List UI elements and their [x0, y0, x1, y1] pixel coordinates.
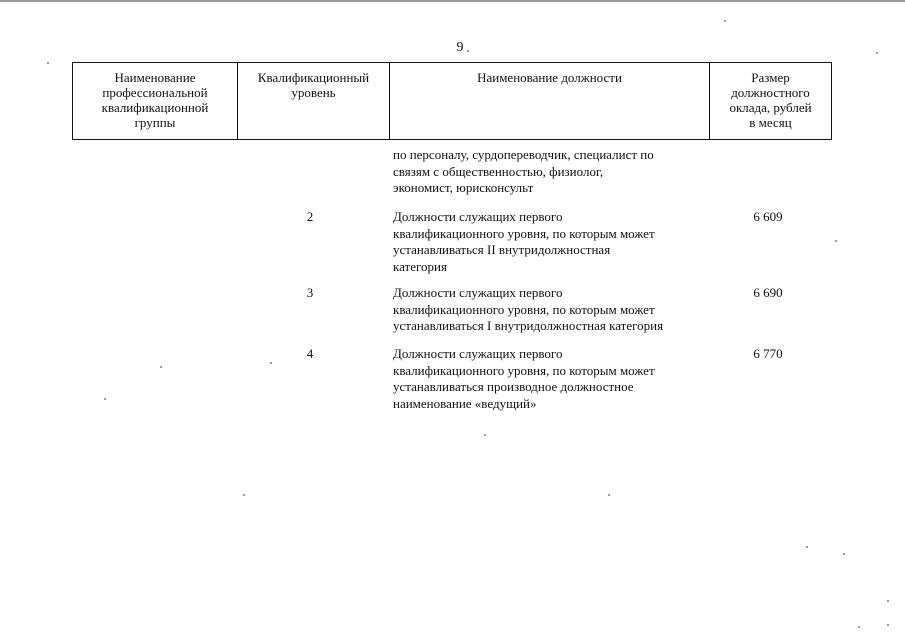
- scan-speck: [160, 366, 162, 368]
- position-name: [393, 285, 663, 335]
- text-line: Должности служащих первого: [393, 209, 563, 224]
- header-line: Наименование: [114, 70, 196, 85]
- header-line: квалификационной: [101, 100, 209, 115]
- scan-speck: [104, 398, 106, 400]
- scan-speck: [858, 626, 860, 628]
- text-line: наименование «ведущий»: [393, 395, 537, 411]
- text-line: Должности служащих первого: [393, 346, 563, 361]
- qualification-level: 3: [306, 285, 314, 300]
- position-continuation: [393, 147, 654, 197]
- scan-speck: [806, 546, 808, 548]
- text-line: экономист, юрисконсульт: [393, 180, 534, 195]
- header-line: в месяц: [749, 115, 792, 130]
- scan-top-edge: [0, 0, 905, 2]
- text-line: квалификационного уровня, по которым может: [393, 362, 655, 378]
- scan-speck: [467, 50, 469, 52]
- text-line: Должности служащих первого: [393, 285, 563, 300]
- text-line: по персоналу, сурдопереводчик, специалист по: [393, 147, 654, 162]
- table-header: [72, 62, 832, 140]
- qualification-level: 2: [306, 209, 314, 224]
- scan-speck: [724, 20, 726, 22]
- salary-value: 6 690: [753, 285, 783, 300]
- scan-speck: [608, 494, 610, 496]
- text-line: связям с общественностью, физиолог,: [393, 163, 604, 179]
- header-line: уровень: [291, 85, 336, 100]
- header-line: Наименование должности: [477, 70, 622, 85]
- header-line: Квалификационный: [257, 70, 370, 85]
- text-line: категория: [393, 258, 447, 274]
- text-line: квалификационного уровня, по которым может: [393, 301, 655, 317]
- text-line: устанавливаться производное должностное: [393, 379, 634, 394]
- scan-speck: [876, 52, 878, 54]
- scan-speck: [47, 62, 49, 64]
- salary-value: 6 770: [753, 346, 783, 361]
- header-position: [390, 70, 709, 85]
- header-level: [238, 70, 389, 100]
- page-number: 9: [456, 40, 464, 55]
- scan-speck: [270, 362, 272, 364]
- header-line: должностного: [731, 85, 810, 100]
- header-line: оклада, рублей: [729, 100, 812, 115]
- scan-speck: [887, 624, 889, 626]
- position-name: [393, 346, 655, 412]
- scan-speck: [843, 553, 845, 555]
- scan-speck: [243, 494, 245, 496]
- header-group: [73, 70, 237, 130]
- text-line: квалификационного уровня, по которым может: [393, 225, 655, 241]
- position-name: [393, 209, 655, 275]
- scan-speck: [835, 240, 837, 242]
- header-line: группы: [134, 115, 176, 130]
- salary-value: 6 609: [753, 209, 783, 224]
- text-line: устанавливаться I внутридолжностная категория: [393, 318, 664, 333]
- scan-speck: [887, 600, 889, 602]
- text-line: устанавливаться II внутридолжностная: [393, 242, 611, 257]
- qualification-level: 4: [306, 346, 314, 361]
- header-line: профессиональной: [102, 85, 208, 100]
- header-salary: [710, 70, 831, 130]
- header-line: Размер: [751, 70, 790, 85]
- scan-speck: [484, 434, 486, 436]
